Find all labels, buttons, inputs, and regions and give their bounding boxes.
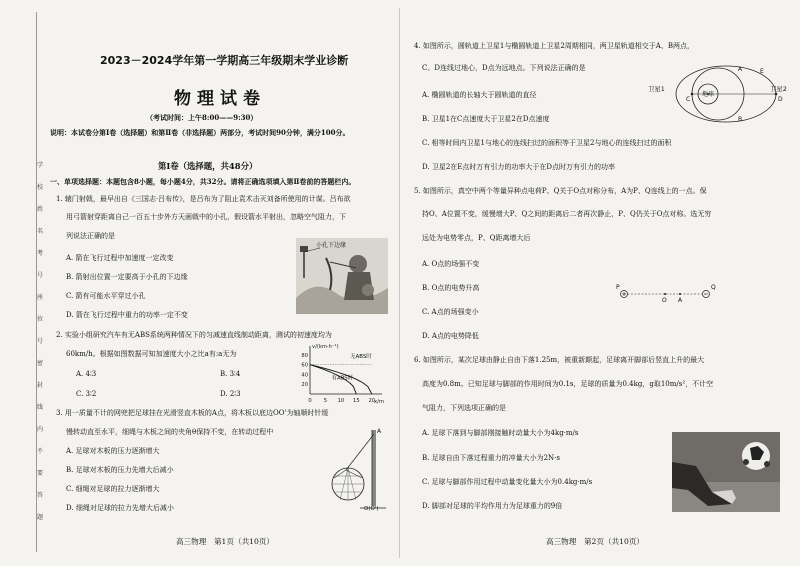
q3-line-2: 慢转动直至水平，细绳与木板之间的夹角θ保持不变，在转动过程中 xyxy=(66,428,274,436)
section-1-heading: 一、单项选择题：本题包含8小题，每小题4分，共32分。请将正确选项填入第Ⅱ卷前的答题栏内。 xyxy=(50,177,356,186)
seal-label-16: 题 xyxy=(37,514,44,521)
instructions: 说明：本试卷分第Ⅰ卷（选择题）和第Ⅱ卷（非选择题）两部分，考试时间90分钟，满分100分。 xyxy=(50,128,350,137)
q5-line-3: 远处为电势零点，P、Q距离增大后 xyxy=(422,234,531,242)
q4-label-d: D xyxy=(778,96,783,103)
q5-charge-figure xyxy=(616,286,716,306)
q2-x-label: x/m xyxy=(374,399,384,404)
q2-option-b[interactable]: B. 3∶4 xyxy=(220,370,241,378)
q2-option-a[interactable]: A. 4∶3 xyxy=(76,370,97,378)
q4-option-a[interactable]: A. 椭圆轨道的长轴大于圆轨道的直径 xyxy=(422,91,537,99)
q2-x-tick-4: 20 xyxy=(368,398,376,404)
q5-option-b[interactable]: B. O点的电势升高 xyxy=(422,284,480,292)
q2-y-label: v/(km·h⁻¹) xyxy=(312,344,339,350)
q6-option-c[interactable]: C. 足球与脚部作用过程中动量变化量大小为0.4kg·m/s xyxy=(422,478,593,486)
orbit-diagram xyxy=(648,60,793,126)
exam-time: （考试时间：上午8:00——9:30） xyxy=(146,113,258,122)
q4-line-2: C、D连线过地心，D点为远地点。下列说法正确的是 xyxy=(422,64,586,72)
archery-illustration xyxy=(296,238,388,314)
q4-option-b[interactable]: B. 卫星1在C点速度大于卫星2在D点速度 xyxy=(422,115,550,123)
q4-option-d[interactable]: D. 卫星2在E点时万有引力的功率大于在D点时万有引力的功率 xyxy=(422,163,615,171)
q3-option-d[interactable]: D. 细绳对足球的拉力先增大后减小 xyxy=(66,504,174,512)
q4-label-e: E xyxy=(760,68,764,75)
q2-x-tick-1: 5 xyxy=(323,398,328,404)
q6-option-b[interactable]: B. 足球自由下落过程重力的冲量大小为2N·s xyxy=(422,454,560,462)
q3-line-1: 3. 用一质量不计的网兜把足球挂在光滑竖直木板的A点，将木板以底边OO'为轴顺时针缓 xyxy=(56,409,329,417)
q4-orbit-figure xyxy=(648,60,793,126)
q2-line-2: 60km/h。根据如图数据可知加速度大小之比a有:a无为 xyxy=(66,350,237,358)
q2-y-tick-2: 60 xyxy=(301,362,308,369)
q2-option-c[interactable]: C. 3∶2 xyxy=(76,390,97,398)
q6-line-3: 气阻力，下列选项正确的是 xyxy=(422,404,506,412)
q3-option-a[interactable]: A. 足球对木板的压力逐渐增大 xyxy=(66,447,160,455)
q5-option-a[interactable]: A. O点的场强不变 xyxy=(422,260,480,268)
seal-label-14: 要 xyxy=(37,470,44,477)
q4-label-b: B xyxy=(738,116,743,123)
page-2 xyxy=(400,0,800,566)
q6-line-1: 6. 如图所示，某次足球由静止自由下落1.25m，被重新颠起，足球离开脚部后竖直上升的最大 xyxy=(414,356,705,364)
seal-label-15: 答 xyxy=(37,492,44,499)
q2-x-tick-3: 15 xyxy=(353,398,360,404)
q1-hole-label: 小孔下边缘 xyxy=(316,242,347,249)
q1-line-1: 1. 辕门射戟，最早出自《三国志·吕布传》，是吕布为了阻止袁术击灭刘备所使用的计谋。吕布欲 xyxy=(56,195,351,203)
q1-line-3: 列说法正确的是 xyxy=(66,232,115,240)
q2-y-tick-1: 40 xyxy=(301,372,308,379)
subject-title: 物理试卷 xyxy=(174,89,266,109)
q3-option-c[interactable]: C. 细绳对足球的拉力逐渐增大 xyxy=(66,485,160,493)
q5-label-o: O xyxy=(662,297,667,304)
seal-label-8: 号 xyxy=(37,338,44,345)
seal-label-13: 不 xyxy=(37,448,44,455)
q2-line-1: 2. 实验小组研究汽车有无ABS系统两种情况下的匀减速直线制动距离，测试的初速度均为 xyxy=(56,331,332,339)
q2-series-label-1: 有ABS时 xyxy=(331,375,354,382)
q4-line-1: 4. 如图所示，圆轨道上卫星1与椭圆轨道上卫星2周期相同，两卫星轨道相交于A、B两点， xyxy=(414,42,695,50)
football-kick-photo xyxy=(672,432,780,512)
part-1-heading: 第Ⅰ卷（选择题，共48分） xyxy=(158,161,258,171)
q5-label-q: Q xyxy=(711,284,716,291)
q1-option-c[interactable]: C. 箭有可能水平穿过小孔 xyxy=(66,292,146,300)
q4-label-sat2: 卫星2 xyxy=(770,85,787,93)
q1-option-d[interactable]: D. 箭在飞行过程中重力的功率一定不变 xyxy=(66,311,188,319)
q5-line-2: 持O、A位置不变，缓慢增大P、Q之间的距离后二者再次静止，P、Q仍关于O点对称。选无穷 xyxy=(422,210,712,218)
q3-option-b[interactable]: B. 足球对木板的压力先增大后减小 xyxy=(66,466,174,474)
q3-label-o: O(O') xyxy=(364,506,379,512)
q6-option-d[interactable]: D. 脚部对足球的平均作用力为足球重力的9倍 xyxy=(422,502,563,510)
q4-label-earth: 地球 xyxy=(702,91,715,98)
net-ball-figure xyxy=(320,428,390,514)
q4-label-c: C xyxy=(686,96,691,103)
seal-label-5: 号 xyxy=(37,272,44,279)
q5-line-1: 5. 如图所示，真空中两个等量异种点电荷P、Q关于O点对称分布，A为P、Q连线上的一点。保 xyxy=(414,187,707,195)
q6-option-a[interactable]: A. 足球下落到与脚部刚接触时动量大小为4kg·m/s xyxy=(422,429,579,437)
q2-series-label-0: 无ABS时 xyxy=(350,353,372,360)
seal-label-3: 名 xyxy=(37,228,44,235)
footer-page-1: 高三物理 第1页（共10页） xyxy=(176,537,275,546)
q1-illustration xyxy=(296,238,388,314)
q3-label-a: A xyxy=(377,428,382,435)
q2-x-tick-2: 10 xyxy=(337,398,345,404)
seal-label-4: 考 xyxy=(37,250,44,257)
q5-label-a: A xyxy=(678,297,683,304)
seal-label-6: 座 xyxy=(37,294,44,301)
q6-photo xyxy=(672,432,780,512)
seal-label-11: 线 xyxy=(37,404,44,411)
q1-option-a[interactable]: A. 箭在飞行过程中加速度一定改变 xyxy=(66,254,174,262)
q2-x-tick-0: 0 xyxy=(308,398,312,404)
seal-label-1: 校 xyxy=(37,184,44,191)
q4-label-sat1: 卫星1 xyxy=(648,85,665,93)
seal-label-12: 内 xyxy=(37,426,44,433)
exam-title: 2023－2024学年第一学期高三年级期末学业诊断 xyxy=(100,54,349,67)
q4-label-a: A xyxy=(738,66,743,73)
q2-y-tick-3: 80 xyxy=(301,352,308,359)
q5-option-c[interactable]: C. A点的场强变小 xyxy=(422,308,479,316)
footer-page-2: 高三物理 第2页（共10页） xyxy=(546,537,645,546)
q5-label-p: P xyxy=(616,284,620,291)
q1-line-2: 用弓箭射穿距离自己一百五十步外方天画戟中的小孔，假设箭水平射出，忽略空气阻力，下 xyxy=(66,213,346,221)
q5-option-d[interactable]: D. A点的电势降低 xyxy=(422,332,479,340)
seal-label-2: 姓 xyxy=(37,206,44,213)
q6-line-2: 高度为0.8m。已知足球与脚部的作用时间为0.1s，足球的质量为0.4kg，g取10m/s²，不计空 xyxy=(422,380,714,388)
q2-option-d[interactable]: D. 2∶3 xyxy=(220,390,241,398)
q4-option-c[interactable]: C. 相等时间内卫星1与地心的连线扫过的面积等于卫星2与地心的连线扫过的面积 xyxy=(422,139,672,147)
seal-label-0: 学 xyxy=(37,162,44,169)
seal-label-9: 密 xyxy=(37,360,44,367)
braking-chart xyxy=(288,340,388,404)
seal-label-10: 封 xyxy=(37,382,44,389)
seal-label-7: 位 xyxy=(37,316,44,323)
q2-y-tick-0: 20 xyxy=(301,382,308,389)
q1-option-b[interactable]: B. 箭射出位置一定要高于小孔的下边缘 xyxy=(66,273,188,281)
q3-figure xyxy=(320,428,390,514)
